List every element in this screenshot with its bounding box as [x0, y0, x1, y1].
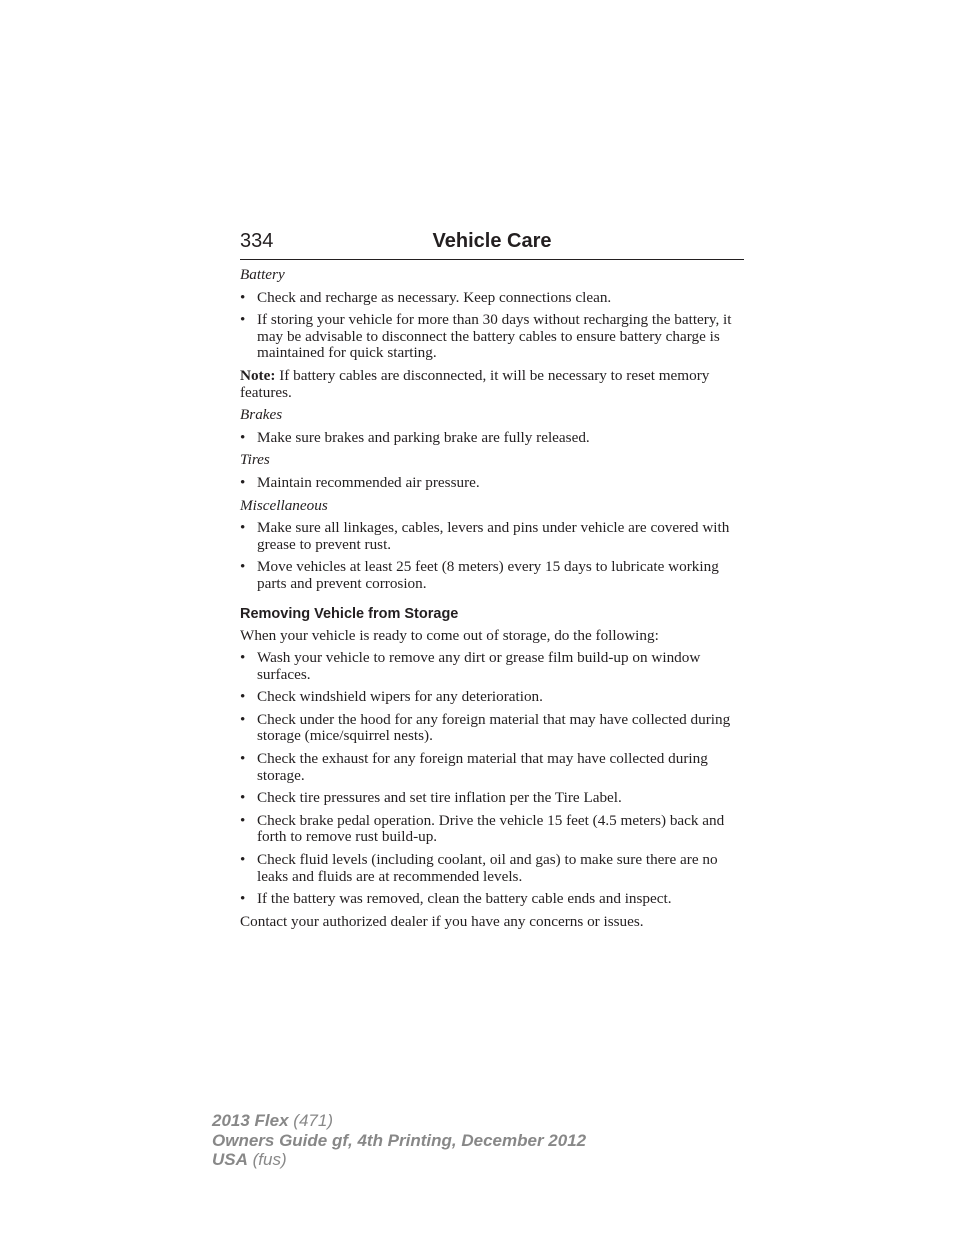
list-item — [240, 712, 750, 745]
tires-list — [240, 475, 750, 492]
list-item — [240, 790, 750, 807]
removing-intro: When your vehicle is ready to come out of storage, do the following: — [240, 626, 659, 644]
page-footer — [212, 1111, 586, 1170]
list-item-text: Move vehicles at least 25 feet (8 meters) every 15 days to lubricate working parts and prevent corrosion. — [257, 558, 719, 592]
footer-region-code: (fus) — [252, 1150, 287, 1169]
miscellaneous-heading: Miscellaneous — [240, 496, 328, 514]
bullet-icon: • — [240, 750, 246, 768]
list-item — [240, 290, 750, 307]
list-item-text: If the battery was removed, clean the battery cable ends and inspect. — [257, 890, 672, 908]
bullet-icon: • — [240, 688, 246, 706]
removing-heading: Removing Vehicle from Storage — [240, 605, 459, 622]
list-item-text: Check windshield wipers for any deterioration. — [257, 688, 543, 706]
bullet-icon: • — [240, 649, 246, 667]
footer-region: USA — [212, 1150, 248, 1169]
list-item-text: Make sure all linkages, cables, levers and pins under vehicle are covered with grease to prevent rust. — [257, 519, 730, 553]
battery-heading: Battery — [240, 266, 285, 283]
removing-list — [240, 650, 750, 908]
bullet-icon: • — [240, 811, 246, 829]
footer-line-3 — [212, 1150, 586, 1170]
list-item — [240, 852, 750, 885]
note-label: Note: — [240, 366, 276, 384]
footer-line-1 — [212, 1111, 586, 1131]
list-item-text: Wash your vehicle to remove any dirt or grease film build-up on window surfaces. — [257, 649, 701, 683]
list-item — [240, 751, 750, 784]
note-text: If battery cables are disconnected, it will be necessary to reset memory features. — [240, 366, 710, 401]
battery-note — [240, 368, 750, 401]
bullet-icon: • — [240, 519, 246, 537]
bullet-icon: • — [240, 558, 246, 576]
page-content — [240, 267, 750, 936]
list-item-text: Check the exhaust for any foreign material that may have collected during storage. — [257, 750, 708, 784]
tires-heading: Tires — [240, 451, 270, 469]
bullet-icon: • — [240, 428, 246, 446]
bullet-icon: • — [240, 890, 246, 908]
list-item — [240, 430, 750, 447]
battery-list — [240, 290, 750, 362]
list-item-text: Make sure brakes and parking brake are fully released. — [257, 428, 590, 446]
bullet-icon: • — [240, 473, 246, 491]
list-item — [240, 520, 750, 553]
list-item — [240, 650, 750, 683]
list-item-text: Check tire pressures and set tire inflation per the Tire Label. — [257, 789, 622, 807]
list-item-text: Check fluid levels (including coolant, oil and gas) to make sure there are no leaks and fluids are at recommended levels. — [257, 851, 718, 885]
list-item-text: Check brake pedal operation. Drive the vehicle 15 feet (4.5 meters) back and forth to remove rust build-up. — [257, 811, 725, 846]
footer-model: 2013 Flex — [212, 1111, 289, 1130]
section-title: Vehicle Care — [432, 230, 552, 252]
page-number: 334 — [240, 230, 274, 252]
closing-text: Contact your authorized dealer if you have any concerns or issues. — [240, 912, 644, 930]
page-header — [240, 229, 744, 260]
list-item — [240, 813, 750, 846]
miscellaneous-list — [240, 520, 750, 592]
list-item-text: Maintain recommended air pressure. — [257, 473, 480, 491]
bullet-icon: • — [240, 789, 246, 807]
list-item — [240, 475, 750, 492]
bullet-icon: • — [240, 851, 246, 869]
bullet-icon: • — [240, 710, 246, 728]
list-item — [240, 559, 750, 592]
list-item-text: Check and recharge as necessary. Keep connections clean. — [257, 288, 612, 306]
list-item — [240, 312, 750, 362]
list-item — [240, 689, 750, 706]
brakes-list — [240, 430, 750, 447]
footer-model-code: (471) — [293, 1111, 333, 1130]
bullet-icon: • — [240, 288, 246, 306]
list-item-text: Check under the hood for any foreign material that may have collected during storage (mice/squirrel nests). — [257, 710, 731, 745]
list-item-text: If storing your vehicle for more than 30 days without recharging the battery, it may be advisable to disconnect the battery cables to ensure battery charge is maintained for quick starting. — [257, 311, 732, 362]
bullet-icon: • — [240, 311, 246, 329]
footer-line-2: Owners Guide gf, 4th Printing, December 2012 — [212, 1130, 587, 1150]
brakes-heading: Brakes — [240, 406, 283, 424]
list-item — [240, 891, 750, 908]
